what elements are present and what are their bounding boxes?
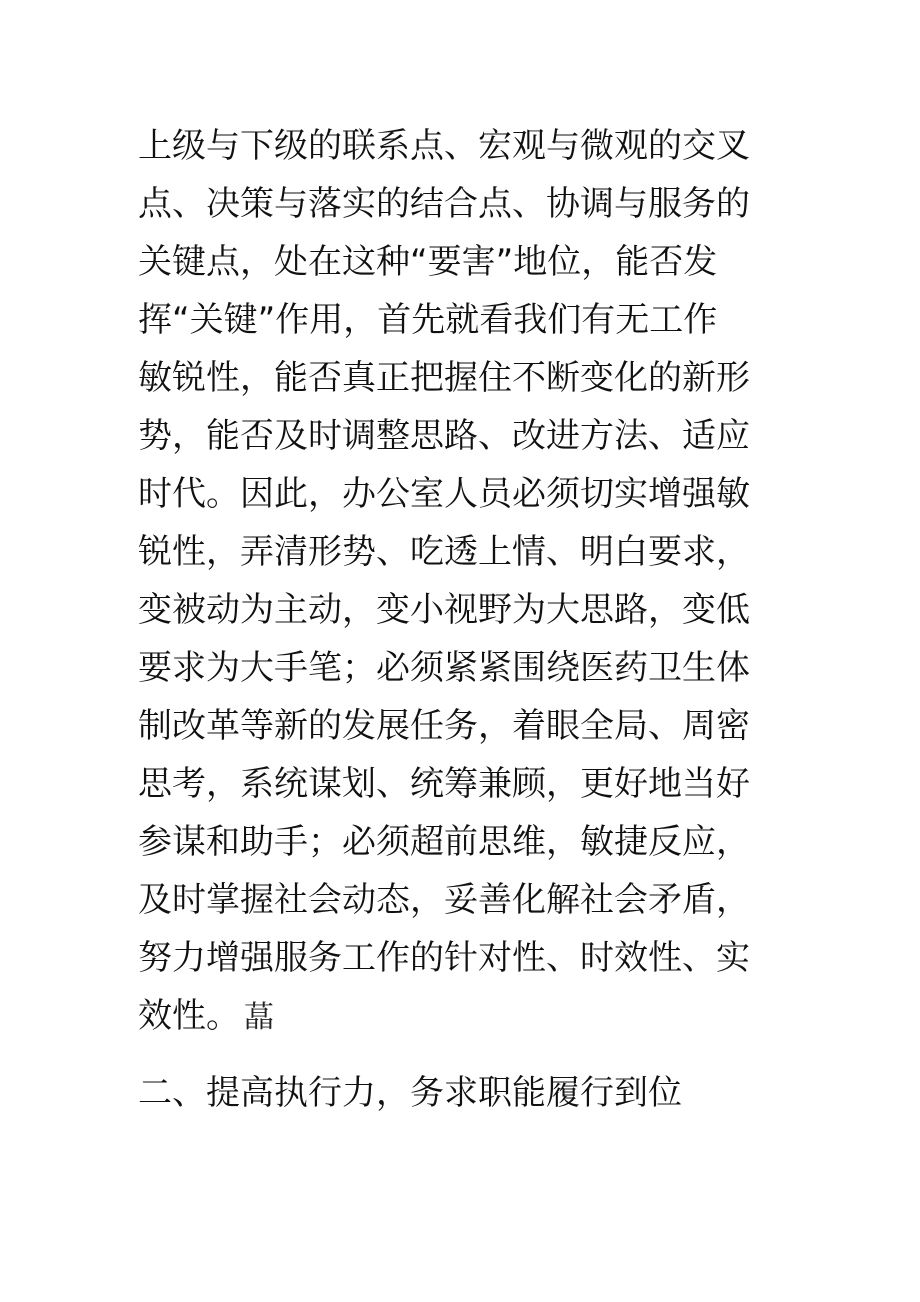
paragraph-last-line	[138, 987, 778, 1045]
body-paragraph	[138, 117, 778, 1045]
paragraph-line: 及时掌握社会动态，妥善化解社会矛盾，	[138, 880, 750, 920]
paragraph-line: 制改革等新的发展任务，着眼全局、周密	[138, 706, 750, 746]
paragraph-line: 变被动为主动，变小视野为大思路，变低	[138, 590, 750, 630]
paragraph-line: 时代。因此，办公室人员必须切实增强敏	[138, 474, 750, 514]
paragraph-line: 势，能否及时调整思路、改进方法、适应	[138, 416, 750, 456]
paragraph-line: 锐性，弄清形势、吃透上情、明白要求，	[138, 532, 750, 572]
paragraph-line: 思考，系统谋划、统筹兼顾，更好地当好	[138, 764, 750, 804]
paragraph-line-text: 效性。	[138, 996, 240, 1036]
paragraph-line: 参谋和助手；必须超前思维，敏捷反应，	[138, 822, 750, 862]
trailing-mark: 蕌	[244, 1000, 274, 1035]
paragraph-line: 上级与下级的联系点、宏观与微观的交叉	[138, 126, 750, 166]
paragraph-line: 敏锐性，能否真正把握住不断变化的新形	[138, 358, 750, 398]
paragraph-line: 挥“关键”作用，首先就看我们有无工作	[138, 300, 718, 340]
paragraph-line: 要求为大手笔；必须紧紧围绕医药卫生体	[138, 648, 750, 688]
paragraph-line: 点、决策与落实的结合点、协调与服务的	[138, 184, 750, 224]
paragraph-line: 关键点，处在这种“要害”地位，能否发	[138, 242, 718, 282]
paragraph-line: 努力增强服务工作的针对性、时效性、实	[138, 938, 750, 978]
section-heading: 二、提高执行力，务求职能履行到位	[138, 1073, 682, 1113]
